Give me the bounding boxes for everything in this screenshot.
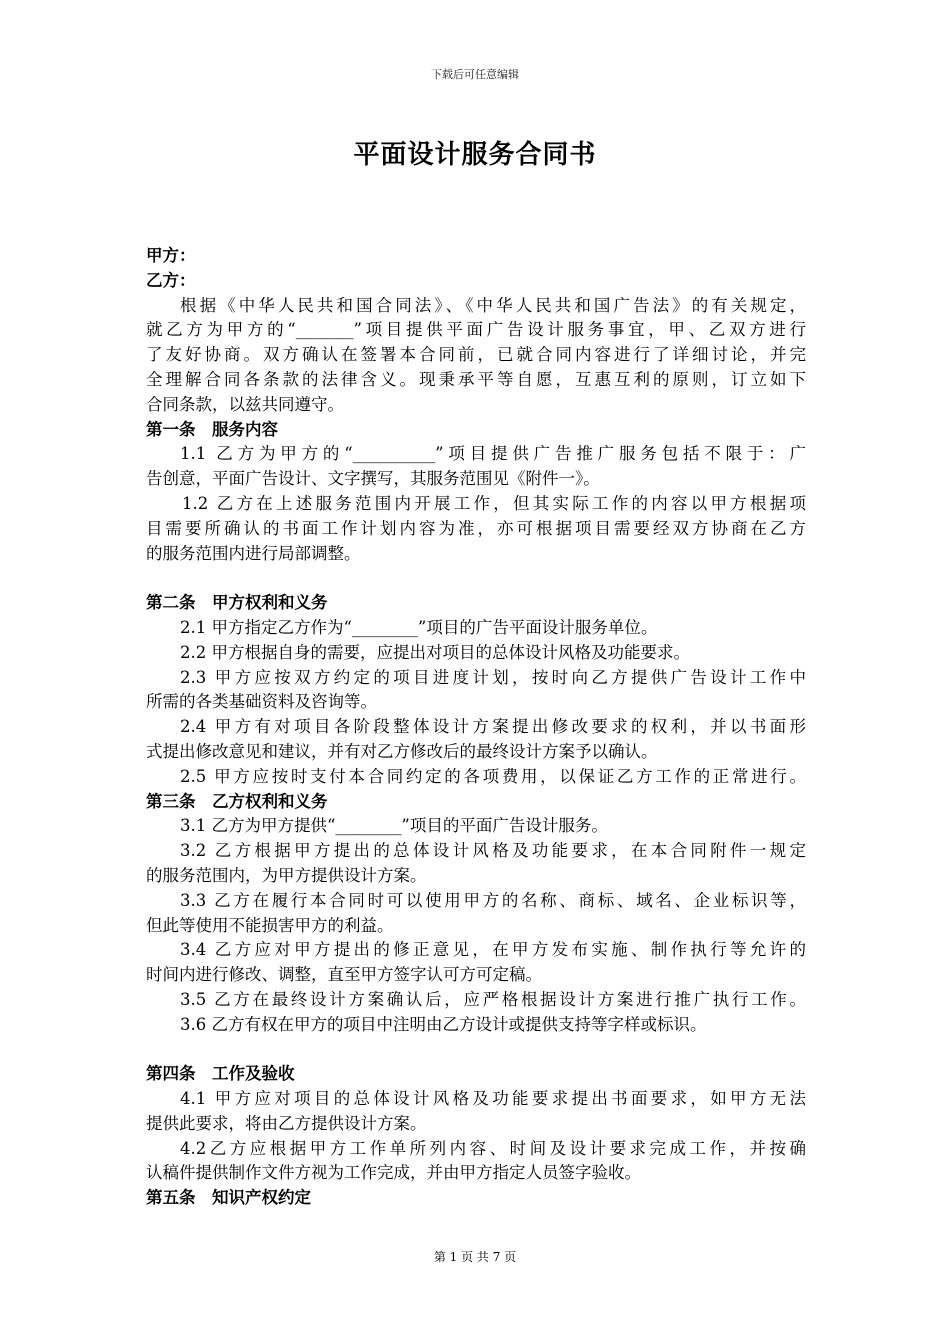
party-b-label: 乙方： (146, 270, 196, 290)
article-2-heading: 第二条 甲方权利和义务 (146, 593, 328, 613)
article-3-line: 但此等使用不能损害甲方的利益。 (146, 915, 394, 935)
article-3-line: 3.6 乙方有权在甲方的项目中注明由乙方设计或提供支持等字样或标识。 (180, 1014, 707, 1034)
article-4-heading: 第四条 工作及验收 (146, 1064, 295, 1084)
article-4-line: 4.1 甲方应对项目的总体设计风格及功能要求提出书面要求，如甲方无法 (180, 1089, 806, 1109)
article-4-line: 提供此要求，将由乙方提供设计方案。 (146, 1113, 427, 1133)
article-4-line: 认稿件提供制作文件方视为工作完成，并由甲方指定人员签字验收。 (146, 1163, 641, 1183)
preamble-line: 了友好协商。双方确认在签署本合同前，已就合同内容进行了详细讨论，并完 (146, 345, 806, 365)
document-body (146, 244, 806, 1211)
article-2-line: 2.5 甲方应按时支付本合同约定的各项费用，以保证乙方工作的正常进行。 (180, 766, 806, 786)
article-1-line: 目需要所确认的书面工作计划内容为准，亦可根据项目需要经双方协商在乙方 (146, 518, 806, 538)
article-1-line: 告创意，平面广告设计、文字撰写，其服务范围见《附件一》。 (146, 469, 600, 489)
article-3-line: 3.5 乙方在最终设计方案确认后，应严格根据设计方案进行推广执行工作。 (180, 989, 806, 1009)
preamble-line: 合同条款，以兹共同遵守。 (146, 394, 344, 414)
party-a-label: 甲方： (146, 246, 196, 265)
article-3-line: 3.3 乙方在履行本合同时可以使用甲方的名称、商标、域名、企业标识等， (180, 890, 806, 910)
article-2-line: 所需的各类基础资料及咨询等。 (146, 692, 377, 712)
preamble-line: 全理解合同各条款的法律含义。现秉承平等自愿，互惠互利的原则，订立如下 (146, 369, 806, 389)
article-1-line: 1.2 乙方在上述服务范围内开展工作，但其实际工作的内容以甲方根据项 (182, 493, 806, 513)
spacer (146, 566, 806, 591)
article-5-heading: 第五条 知识产权约定 (146, 1188, 311, 1208)
document-title: 平面设计服务合同书 (353, 140, 597, 170)
article-2-line: 2.4 甲方有对项目各阶段整体设计方案提出修改要求的权利，并以书面形 (180, 717, 806, 737)
article-4-line: 4.2乙方应根据甲方工作单所列内容、时间及设计要求完成工作，并按确 (180, 1138, 806, 1158)
article-1-line: 1.1 乙方为甲方的“__________”项目提供广告推广服务包括不限于：广 (180, 444, 806, 464)
article-2-line: 2.3 甲方应按双方约定的项目进度计划，按时向乙方提供广告设计工作中 (180, 667, 806, 687)
article-3-line: 3.4 乙方应对甲方提出的修正意见，在甲方发布实施、制作执行等允许的 (180, 940, 806, 960)
preamble-line: 根据《中华人民共和国合同法》、《中华人民共和国广告法》的有关规定， (180, 295, 806, 315)
article-2-line: 式提出修改意见和建议，并有对乙方修改后的最终设计方案予以确认。 (146, 741, 658, 761)
article-3-line: 3.2 乙方根据甲方提出的总体设计风格及功能要求，在本合同附件一规定 (180, 841, 806, 861)
preamble-line: 就乙方为甲方的“_______”项目提供平面广告设计服务事宜，甲、乙双方进行 (146, 320, 806, 340)
article-2-line: 2.2 甲方根据自身的需要，应提出对项目的总体设计风格及功能要求。 (180, 642, 690, 662)
article-1-line: 的服务范围内进行局部调整。 (146, 543, 361, 563)
article-3-line: 时间内进行修改、调整，直至甲方签字认可方可定稿。 (146, 965, 542, 985)
article-3-line: 的服务范围内，为甲方提供设计方案。 (146, 865, 427, 885)
article-3-heading: 第三条 乙方权利和义务 (146, 791, 328, 811)
article-2-line: 2.1 甲方指定乙方作为“________”项目的广告平面设计服务单位。 (180, 617, 658, 637)
article-1-heading: 第一条 服务内容 (146, 419, 278, 439)
page-header-note: 下载后可任意编辑 (431, 68, 519, 81)
article-3-line: 3.1 乙方为甲方提供“________”项目的平面广告设计服务。 (180, 816, 608, 836)
page-footer: 第 1 页 共 7 页 (433, 1250, 517, 1264)
spacer (146, 1038, 806, 1063)
